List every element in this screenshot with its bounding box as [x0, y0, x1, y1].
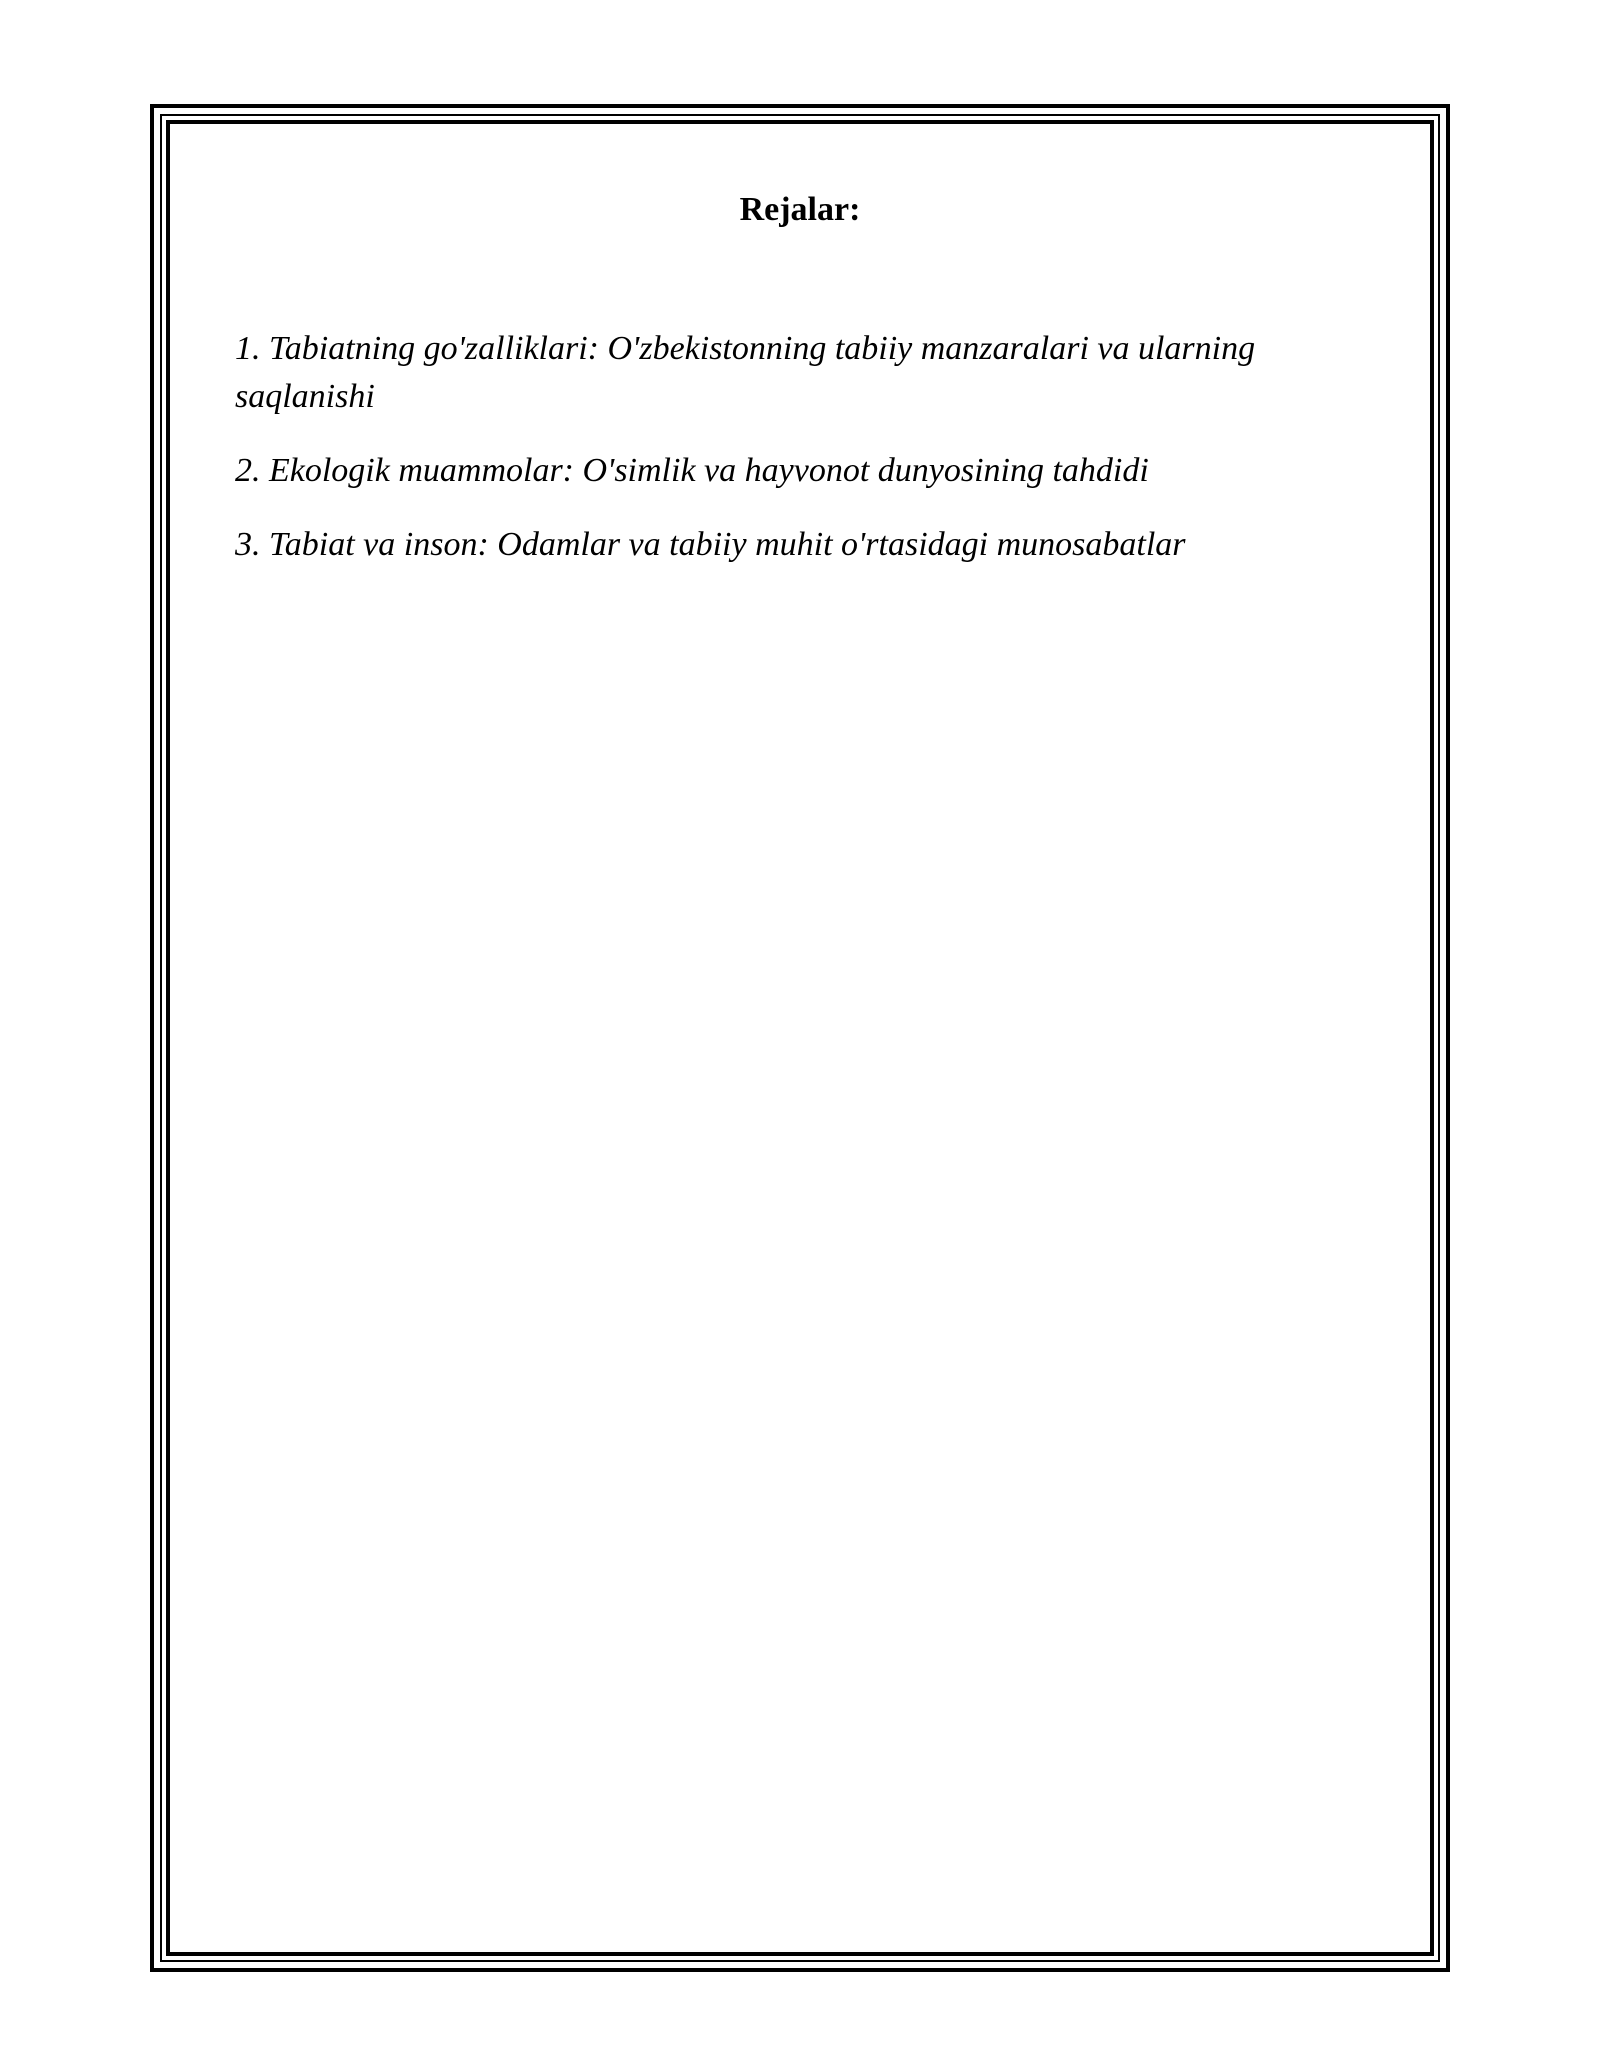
page-title: Rejalar:	[739, 191, 861, 228]
plan-item-1: 1. Tabiatning go'zalliklari: O'zbekistonning tabiiy manzaralari va ularning saqlanishi	[235, 330, 1256, 415]
plan-item-2: 2. Ekologik muammolar: O'simlik va hayvonot dunyosining tahdidi	[235, 452, 1149, 489]
plan-list	[235, 325, 1355, 595]
plan-item-3: 3. Tabiat va inson: Odamlar va tabiiy muhit o'rtasidagi munosabatlar	[235, 526, 1186, 563]
